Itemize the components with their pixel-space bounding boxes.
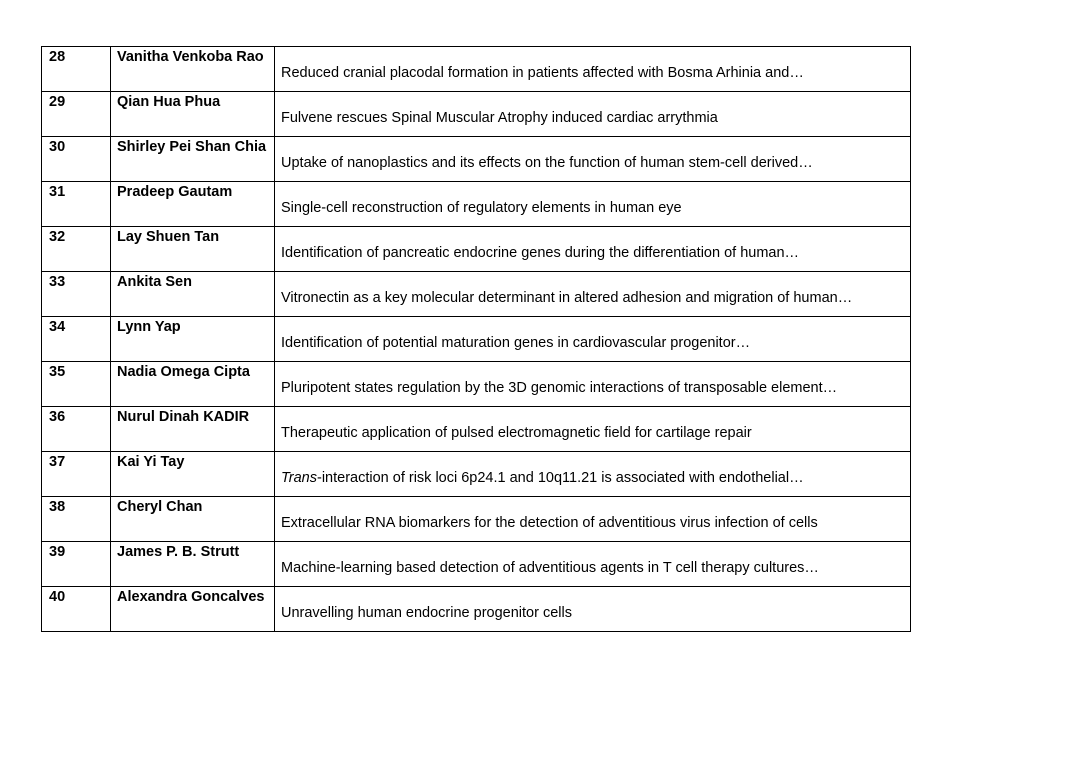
title-text: Identification of pancreatic endocrine genes during the differentiation of human… [281,245,800,261]
row-number: 29 [42,92,111,137]
abstract-title [275,182,911,227]
title-text: Reduced cranial placodal formation in patients affected with Bosma Arhinia and… [281,65,804,81]
row-number: 40 [42,587,111,632]
row-number: 32 [42,227,111,272]
title-text: Pluripotent states regulation by the 3D genomic interactions of transposable element… [281,380,838,396]
abstract-title [275,317,911,362]
author-name: Pradeep Gautam [111,182,275,227]
table-row [42,452,911,497]
author-name: Ankita Sen [111,272,275,317]
title-text: Vitronectin as a key molecular determinant in altered adhesion and migration of human… [281,290,853,306]
table-row [42,47,911,92]
row-number: 31 [42,182,111,227]
abstract-title [275,92,911,137]
title-text: Unravelling human endocrine progenitor cells [281,605,572,621]
title-text: Therapeutic application of pulsed electromagnetic field for cartilage repair [281,425,752,441]
row-number: 30 [42,137,111,182]
author-name: Qian Hua Phua [111,92,275,137]
row-number: 35 [42,362,111,407]
title-text: Machine-learning based detection of adventitious agents in T cell therapy cultures… [281,560,819,576]
author-name: Cheryl Chan [111,497,275,542]
table-row [42,272,911,317]
title-prefix: Trans [281,470,317,486]
abstract-table [41,46,911,632]
abstract-title [275,47,911,92]
table-row [42,92,911,137]
abstract-title [275,497,911,542]
title-text: Fulvene rescues Spinal Muscular Atrophy induced cardiac arrythmia [281,110,718,126]
table-row [42,497,911,542]
row-number: 38 [42,497,111,542]
author-name: Nadia Omega Cipta [111,362,275,407]
author-name: Nurul Dinah KADIR [111,407,275,452]
title-text: Single-cell reconstruction of regulatory elements in human eye [281,200,682,216]
title-text: Extracellular RNA biomarkers for the detection of adventitious virus infection of cells [281,515,818,531]
author-name: Shirley Pei Shan Chia [111,137,275,182]
abstract-title [275,362,911,407]
author-name: Vanitha Venkoba Rao [111,47,275,92]
row-number: 39 [42,542,111,587]
author-name: Lay Shuen Tan [111,227,275,272]
row-number: 34 [42,317,111,362]
abstract-title [275,542,911,587]
abstract-title [275,272,911,317]
row-number: 33 [42,272,111,317]
row-number: 37 [42,452,111,497]
table-row [42,227,911,272]
abstract-title [275,137,911,182]
abstract-title [275,227,911,272]
author-name: Lynn Yap [111,317,275,362]
author-name: Alexandra Goncalves [111,587,275,632]
row-number: 28 [42,47,111,92]
table-row [42,317,911,362]
title-text: -interaction of risk loci 6p24.1 and 10q11.21 is associated with endothelial… [317,470,804,486]
table-row [42,137,911,182]
title-text: Uptake of nanoplastics and its effects on the function of human stem-cell derived… [281,155,813,171]
abstract-title [275,407,911,452]
abstract-title [275,452,911,497]
abstract-title [275,587,911,632]
table-row [42,542,911,587]
row-number: 36 [42,407,111,452]
author-name: Kai Yi Tay [111,452,275,497]
table-row [42,587,911,632]
table-row [42,407,911,452]
title-text: Identification of potential maturation genes in cardiovascular progenitor… [281,335,751,351]
table-row [42,182,911,227]
author-name: James P. B. Strutt [111,542,275,587]
table-row [42,362,911,407]
